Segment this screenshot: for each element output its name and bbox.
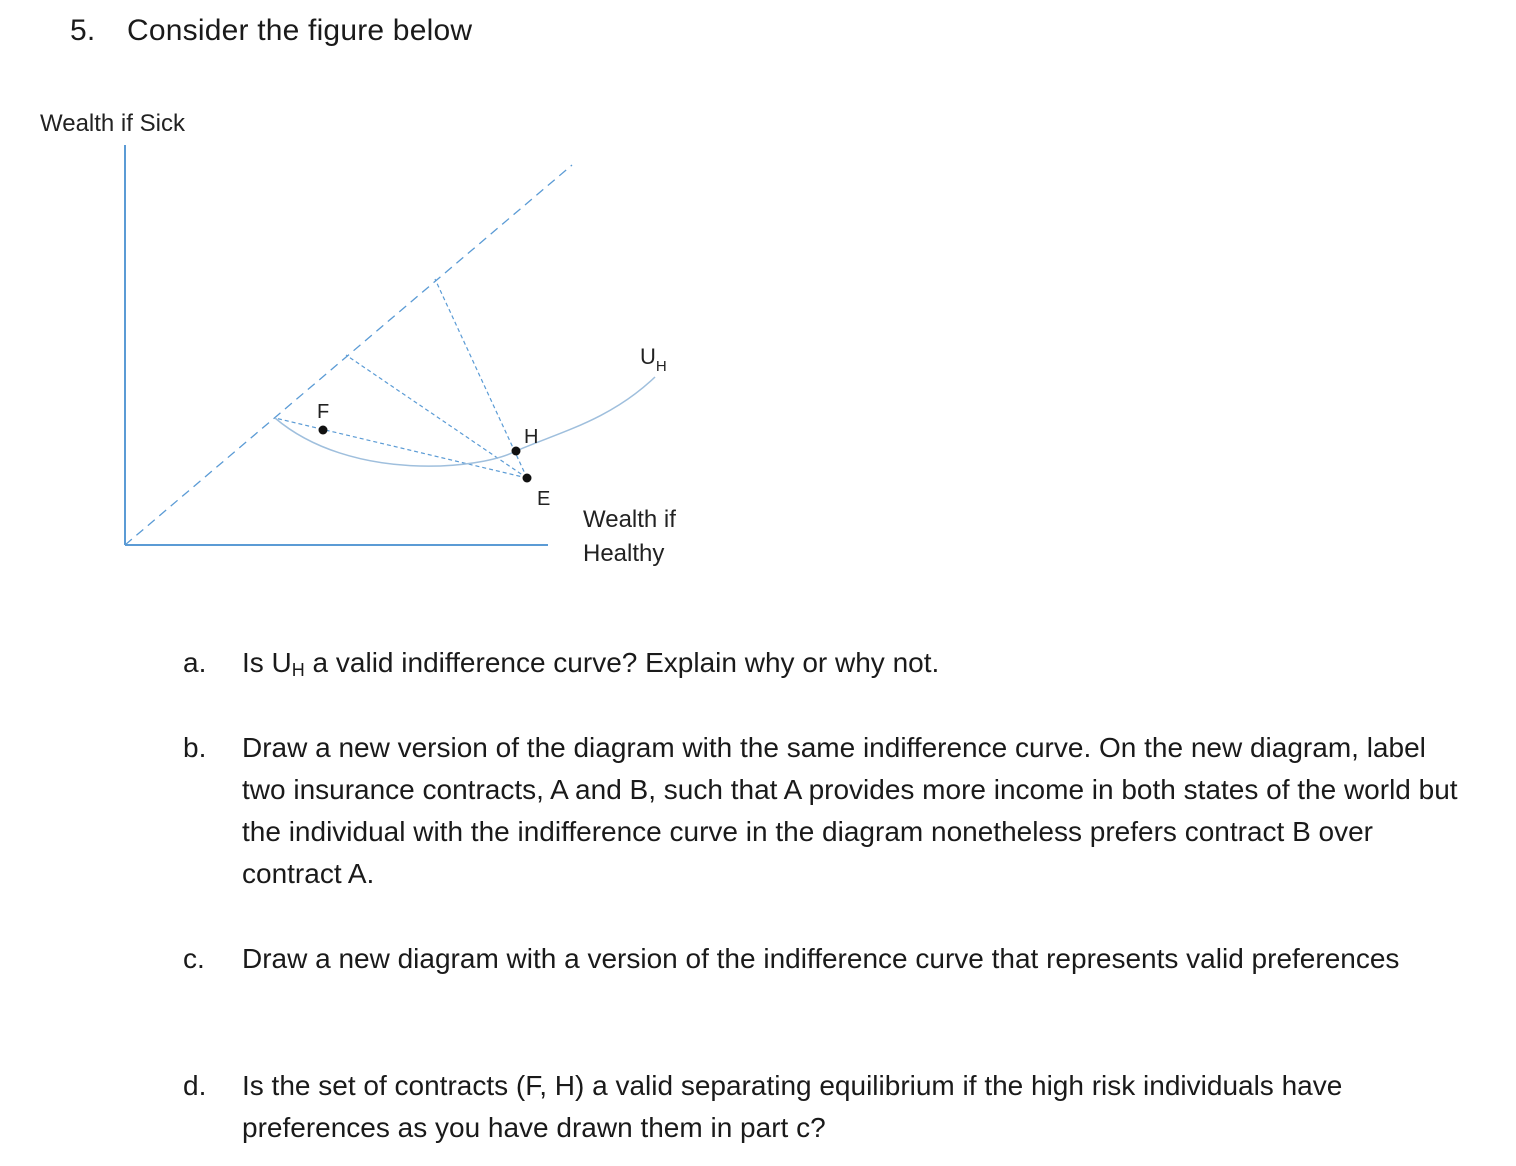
point-e (523, 474, 532, 483)
question-c (183, 938, 1473, 980)
certainty-line (125, 165, 572, 545)
dashed-line-e-to-certainty-middle (346, 355, 527, 478)
question-d-letter: d. (183, 1070, 207, 1101)
question-a-text-post: a valid indifference curve? Explain why or why not. (304, 647, 940, 678)
question-a-text (242, 642, 1473, 684)
question-b-letter: b. (183, 732, 207, 763)
insurance-diagram (0, 0, 760, 600)
y-axis-label: Wealth if Sick (40, 110, 185, 137)
indifference-curve-uh (275, 377, 655, 466)
question-c-text: Draw a new diagram with a version of the indifference curve that represents valid preferences (242, 943, 1400, 974)
question-b (183, 727, 1473, 895)
curve-label-main: U (640, 344, 656, 369)
question-d (183, 1065, 1473, 1149)
question-a (183, 642, 1473, 684)
label-e: E (537, 488, 551, 510)
problem-title: Consider the figure below (127, 14, 473, 47)
point-h (512, 447, 521, 456)
point-f (319, 426, 328, 435)
question-a-subscript: H (291, 660, 305, 680)
question-c-letter: c. (183, 943, 205, 974)
dashed-line-e-to-certainty-lower (275, 418, 527, 478)
question-a-text-pre: Is U (242, 647, 292, 678)
label-f: F (317, 401, 330, 423)
question-d-text: Is the set of contracts (F, H) a valid separating equilibrium if the high risk individuals have preferences as you have drawn them in part c? (242, 1070, 1343, 1143)
label-h: H (524, 426, 539, 448)
question-b-text: Draw a new version of the diagram with the same indifference curve. On the new diagram, label two insurance contracts, A and B, such that A provides more income in both states of the world but the individual with the indifference curve in the diagram nonetheless prefers contract B over contract A. (242, 732, 1458, 889)
x-axis-label-line2: Healthy (583, 540, 665, 567)
x-axis-label-line1: Wealth if (583, 506, 676, 533)
curve-label-uh (640, 344, 667, 375)
problem-number: 5. (70, 14, 96, 47)
curve-label-sub: H (655, 358, 667, 375)
question-a-letter: a. (183, 647, 207, 678)
